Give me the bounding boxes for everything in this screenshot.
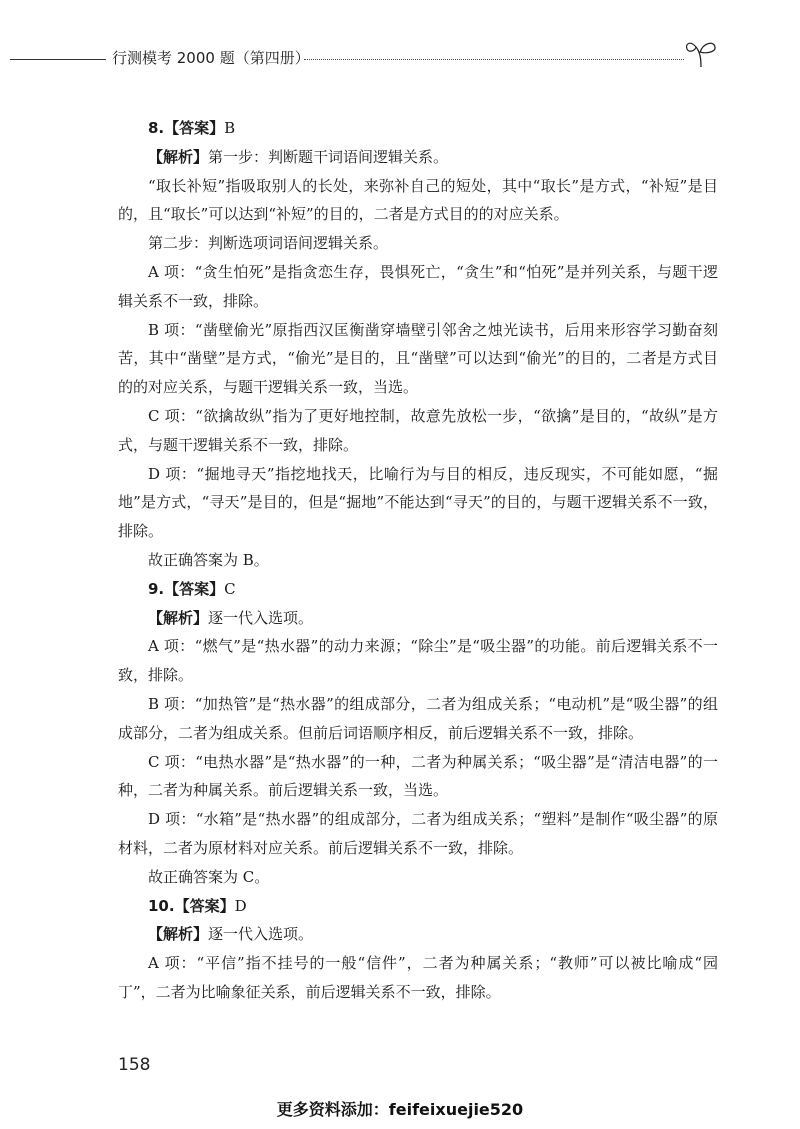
analysis-intro: 第一步：判断题干词语间逻辑关系。 xyxy=(208,147,449,166)
analysis-intro: 逐一代入选项。 xyxy=(208,608,314,627)
paragraph: B 项：“凿壁偷光”原指西汉匡衡凿穿墙壁引邻舍之烛光读书，后用来形容学习勤奋刻苦，其中“凿壁”是方式，“偷光”是目的，且“凿壁”可以达到“偷光”的目的，二者是方式目的的对应关系，与题干逻辑关系一致，当选。 xyxy=(118,320,718,397)
conclusion: 故正确答案为 C。 xyxy=(148,867,270,886)
header-rule-right xyxy=(304,59,684,60)
paragraph: A 项：“燃气”是“热水器”的动力来源；“除尘”是“吸尘器”的功能。前后逻辑关系不一致，排除。 xyxy=(118,637,718,685)
answer-line xyxy=(118,114,718,143)
running-header xyxy=(0,38,800,78)
sprout-icon xyxy=(684,38,718,68)
paragraph: A 项：“贪生怕死”是指贪恋生存，畏惧死亡，“贪生”和“怕死”是并列关系，与题干逻辑关系不一致，排除。 xyxy=(118,262,718,310)
answer-value: B xyxy=(224,119,236,137)
book-title: 行测模考 2000 题（第四册） xyxy=(112,49,310,67)
paragraph: C 项：“电热水器”是“热水器”的一种，二者为种属关系；“吸尘器”是“清洁电器”的一种，二者为种属关系。前后逻辑关系一致，当选。 xyxy=(118,752,718,800)
answer-value: C xyxy=(224,579,236,598)
answer-explanations xyxy=(118,114,718,1007)
analysis-intro: 逐一代入选项。 xyxy=(208,925,314,944)
answer-label: 9.【答案】 xyxy=(148,579,225,598)
paragraph: “取长补短”指吸取别人的长处，来弥补自己的短处，其中“取长”是方式，“补短”是目的，且“取长”可以达到“补短”的目的，二者是方式目的的对应关系。 xyxy=(118,176,718,224)
footer-note: 更多资料添加：feifeixuejie520 xyxy=(276,1100,524,1119)
answer-value: D xyxy=(234,896,247,915)
answer-line xyxy=(118,575,718,604)
answer-label: 10.【答案】 xyxy=(148,896,235,915)
question-block xyxy=(118,114,718,575)
page-number: 158 xyxy=(118,1055,151,1075)
paragraph: D 项：“掘地寻天”指挖地找天，比喻行为与目的相反，违反现实，不可能如愿，“掘地”是方式，“寻天”是目的，但是“掘地”不能达到“寻天”的目的，与题干逻辑关系不一致，排除。 xyxy=(118,464,718,541)
conclusion: 故正确答案为 B。 xyxy=(148,550,269,569)
paragraph: C 项：“欲擒故纵”指为了更好地控制，故意先放松一步，“欲擒”是目的，“故纵”是方式，与题干逻辑关系不一致，排除。 xyxy=(118,406,718,454)
paragraph: 第二步：判断选项词语间逻辑关系。 xyxy=(148,234,389,253)
answer-line xyxy=(118,892,718,921)
question-block xyxy=(118,892,718,1007)
analysis-line xyxy=(118,143,718,172)
analysis-line xyxy=(118,604,718,633)
paragraph: B 项：“加热管”是“热水器”的组成部分，二者为组成关系；“电动机”是“吸尘器”的组成部分，二者为组成关系。但前后词语顺序相反，前后逻辑关系不一致，排除。 xyxy=(118,694,718,742)
question-block xyxy=(118,575,718,892)
paragraph: A 项：“平信”指不挂号的一般“信件”，二者为种属关系；“教师”可以被比喻成“园丁”，二者为比喻象征关系，前后逻辑关系不一致，排除。 xyxy=(118,954,718,1001)
answer-label: 8.【答案】 xyxy=(148,119,225,137)
analysis-label: 【解析】 xyxy=(148,147,209,166)
header-rule-left xyxy=(10,59,106,60)
analysis-line xyxy=(118,920,718,949)
analysis-label: 【解析】 xyxy=(148,608,209,627)
analysis-label: 【解析】 xyxy=(148,925,209,944)
paragraph: D 项：“水箱”是“热水器”的组成部分，二者为组成关系；“塑料”是制作“吸尘器”的原材料，二者为原材料对应关系。前后逻辑关系不一致，排除。 xyxy=(118,810,718,857)
